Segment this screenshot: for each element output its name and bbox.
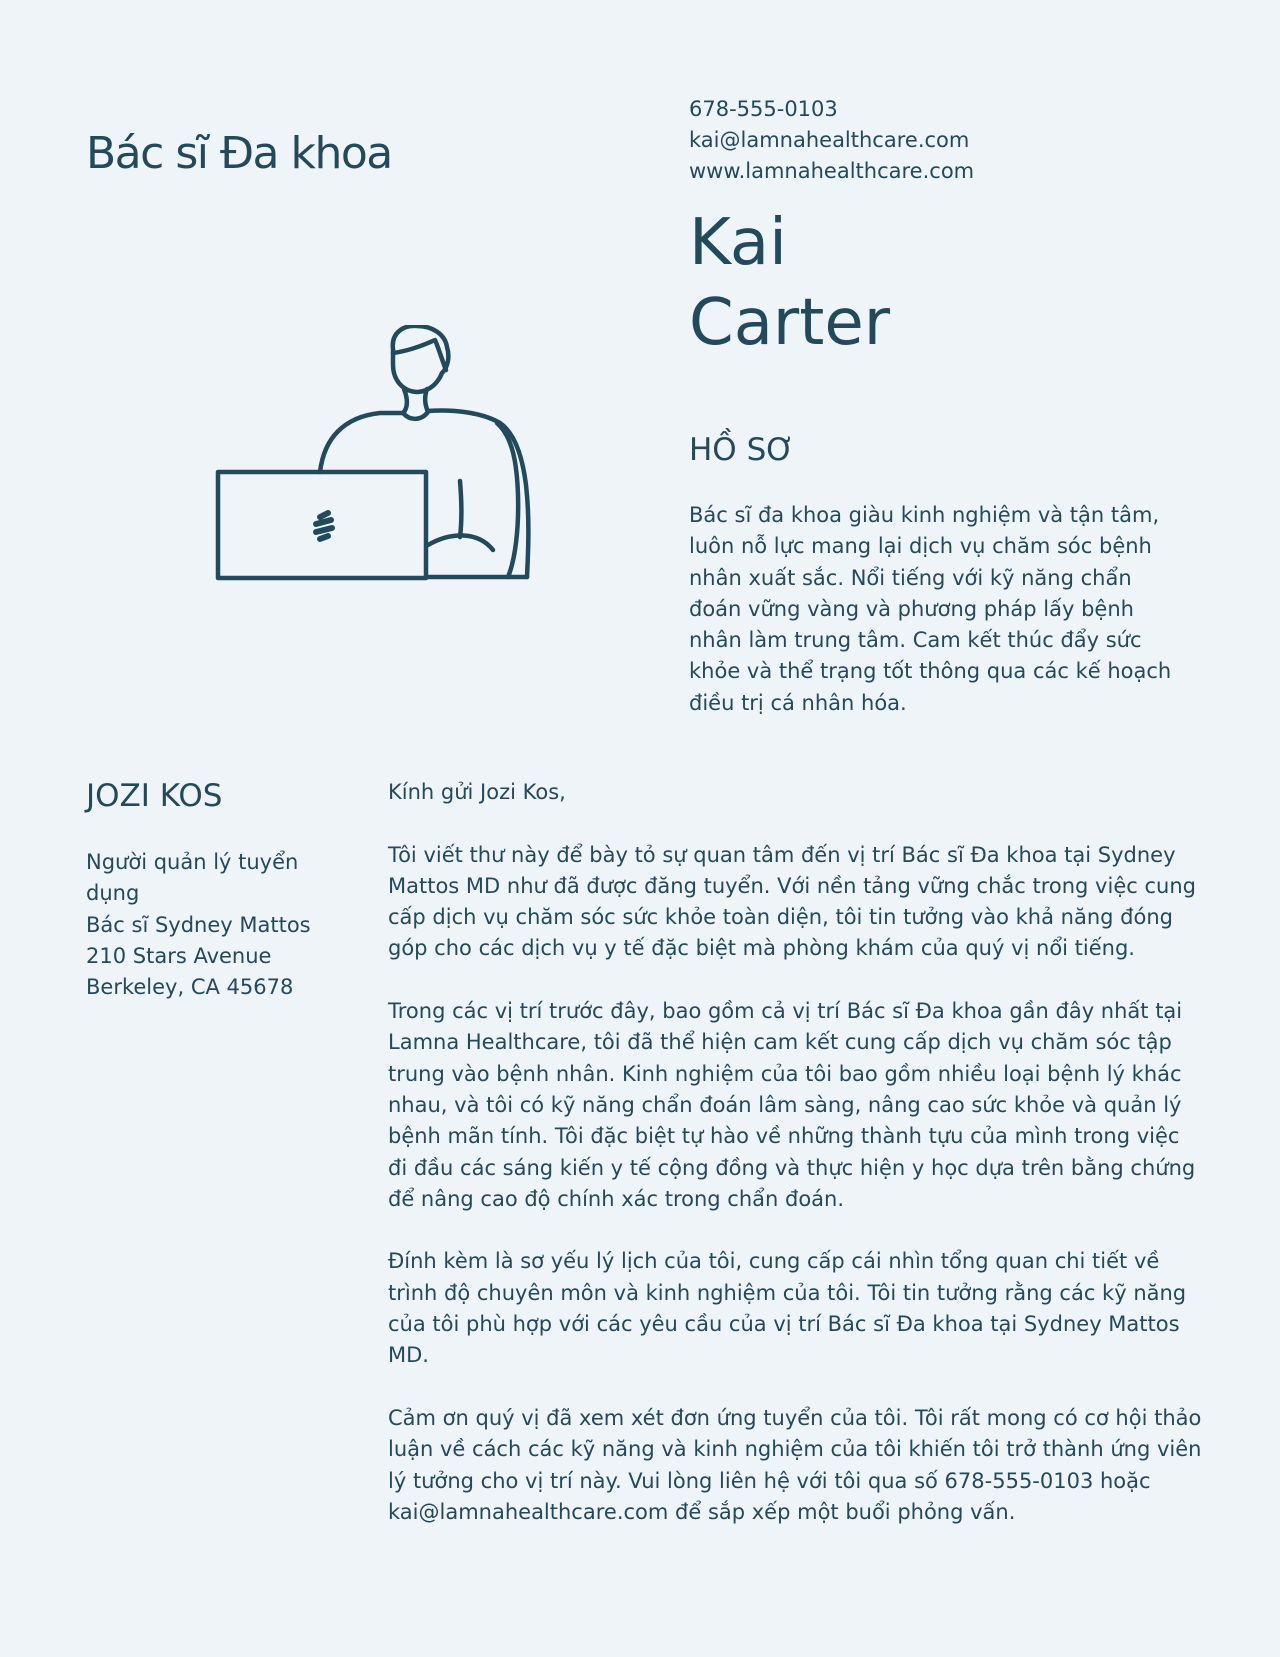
arm-curve	[428, 535, 493, 550]
recipient-company: Bác sĩ Sydney Mattos	[86, 912, 311, 937]
laptop-logo	[316, 513, 332, 539]
letter-paragraph: Đính kèm là sơ yếu lý lịch của tôi, cung cấp cái nhìn tổng quan chi tiết về trình độ chuyên môn và kinh nghiệm của tôi. Tôi tin tưởng rằng các kỹ năng của tôi phù hợp với các yêu cầu của vị trí Bác sĩ Đa khoa tại Sydney Mattos MD.	[388, 1249, 1187, 1368]
letter-paragraph: Cảm ơn quý vị đã xem xét đơn ứng tuyển của tôi. Tôi rất mong có cơ hội thảo luận về cách các kỹ năng và kinh nghiệm của tôi khiến tôi trở thành ứng viên lý tưởng cho vị trí này. Vui lòng liên hệ với tôi qua số 678-555-0103 hoặc kai@lamnahealthcare.com để sắp xếp một buổi phỏng vấn.	[388, 1405, 1202, 1524]
letter-paragraph: Tôi viết thư này để bày tỏ sự quan tâm đến vị trí Bác sĩ Đa khoa tại Sydney Mattos MD như đã được đăng tuyển. Với nền tảng vững chắc trong việc cung cấp dịch vụ chăm sóc sức khỏe toàn diện, tôi tin tưởng vào khả năng đóng góp cho các dịch vụ y tế đặc biệt mà phòng khám của quý vị nổi tiếng.	[388, 842, 1196, 961]
contact-block	[689, 94, 974, 187]
applicant-name	[689, 203, 890, 363]
arm-line	[460, 481, 462, 537]
contact-email: kai@lamnahealthcare.com	[689, 128, 970, 152]
letter-body	[388, 777, 1203, 1559]
body-outline	[320, 413, 403, 472]
contact-phone: 678-555-0103	[689, 97, 838, 121]
contact-website: www.lamnahealthcare.com	[689, 159, 975, 183]
recipient-title: Người quản lý tuyển dụng	[86, 850, 299, 906]
letter-salutation: Kính gửi Jozi Kos,	[388, 780, 566, 804]
applicant-last-name: Carter	[689, 286, 890, 360]
recipient-details	[86, 847, 336, 1003]
profile-text: Bác sĩ đa khoa giàu kinh nghiệm và tận tâm, luôn nỗ lực mang lại dịch vụ chăm sóc bệnh nhân xuất sắc. Nổi tiếng với kỹ năng chẩn đoán vững vàng và phương pháp lấy bệnh nhân làm trung tâm. Cam kết thúc đẩy sức khỏe và thể trạng tốt thông qua các kế hoạch điều trị cá nhân hóa.	[689, 503, 1172, 715]
recipient-street: 210 Stars Avenue	[86, 943, 272, 968]
applicant-first-name: Kai	[689, 206, 787, 280]
recipient-name: JOZI KOS	[86, 778, 223, 814]
job-title: Bác sĩ Đa khoa	[86, 128, 392, 179]
hair-line	[393, 340, 446, 370]
person-at-laptop-icon	[210, 325, 550, 585]
letter-paragraph: Trong các vị trí trước đây, bao gồm cả vị trí Bác sĩ Đa khoa gần đây nhất tại Lamna Healthcare, tôi đã thể hiện cam kết cung cấp dịch vụ chăm sóc tập trung vào bệnh nhân. Kinh nghiệm của tôi bao gồm nhiều loại bệnh lý khác nhau, và tôi có kỹ năng chẩn đoán lâm sàng, nâng cao sức khỏe và quản lý bệnh mãn tính. Tôi đặc biệt tự hào về những thành tựu của mình trong việc đi đầu các sáng kiến y tế cộng đồng và thực hiện y học dựa trên bằng chứng để nâng cao độ chính xác trong chẩn đoán.	[388, 999, 1196, 1211]
recipient-city: Berkeley, CA 45678	[86, 975, 294, 1000]
profile-heading: HỒ SƠ	[689, 432, 795, 468]
